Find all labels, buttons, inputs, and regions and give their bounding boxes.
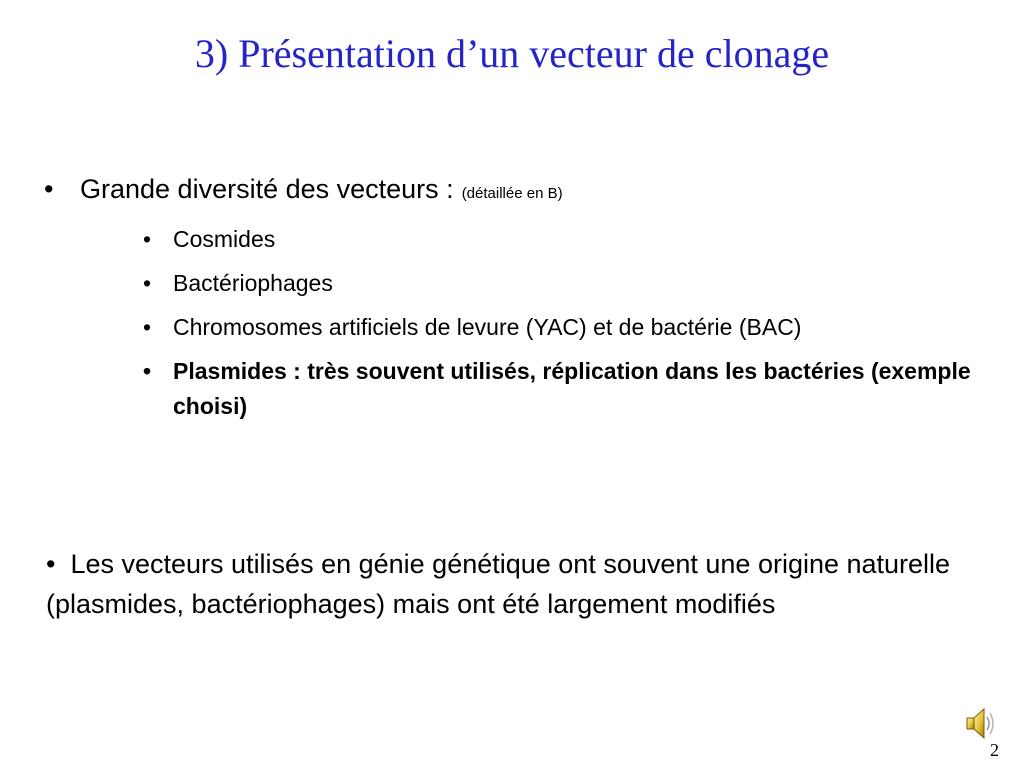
sub-bullet-list <box>143 222 973 433</box>
paragraph-text: Les vecteurs utilisés en génie génétique ont souvent une origine naturelle (plasmides, bactériophages) mais ont été largement modifiés <box>46 549 951 619</box>
sub-bullet-item <box>143 222 973 257</box>
bullet-marker: • <box>143 314 152 340</box>
sub-bullet-text: Plasmides : très souvent utilisés, réplication dans les bactéries (exemple choisi) <box>173 358 971 419</box>
sub-bullet-text: Bactériophages <box>173 270 333 296</box>
bullet-marker: • <box>44 174 54 204</box>
main-bullet-text: Grande diversité des vecteurs : <box>80 174 454 204</box>
sub-bullet-item <box>143 354 973 424</box>
slide-title: 3) Présentation d’un vecteur de clonage <box>194 31 830 76</box>
bullet-marker: • <box>143 270 152 296</box>
speaker-icon[interactable] <box>963 703 997 743</box>
bullet-marker: • <box>46 549 56 579</box>
main-bullet-note: (détaillée en B) <box>461 185 563 202</box>
bullet-marker: • <box>143 226 152 252</box>
main-bullet <box>44 171 563 212</box>
sub-bullet-text: Chromosomes artificiels de levure (YAC) et de bactérie (BAC) <box>173 314 802 340</box>
sub-bullet-item <box>143 266 973 301</box>
sub-bullet-text: Cosmides <box>173 226 276 252</box>
footer-paragraph <box>46 544 976 624</box>
bullet-marker: • <box>143 358 152 384</box>
page-number: 2 <box>990 740 999 760</box>
sub-bullet-item <box>143 310 973 345</box>
